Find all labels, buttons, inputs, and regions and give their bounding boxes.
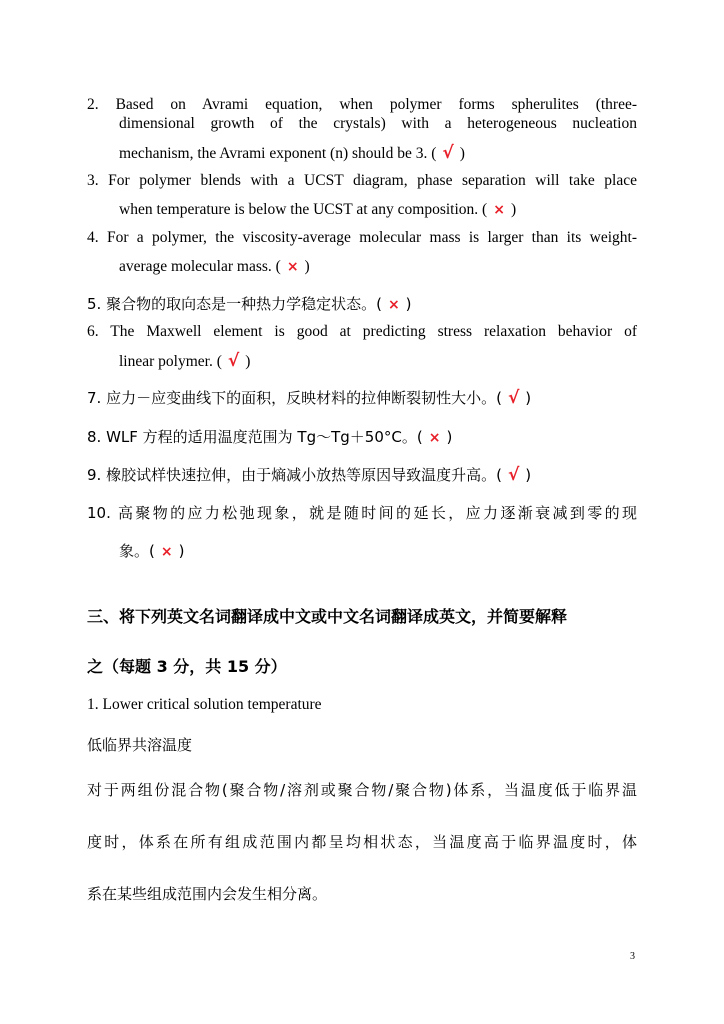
item-8-line-1 [87, 427, 637, 448]
item-2-close: ) [459, 145, 465, 162]
item-7-close: ) [525, 389, 532, 407]
question-1-term: 1. Lower critical solution temperature [87, 696, 322, 713]
item-2-line-3 [119, 143, 637, 164]
item-10-text: 象。( [119, 542, 155, 560]
item-4-text: average molecular mass. ( [119, 258, 281, 275]
question-1-explanation-line-3: 系在某些组成范围内会发生相分离。 [87, 885, 328, 903]
item-5-close: ) [405, 295, 412, 313]
item-7-line-1 [87, 388, 637, 408]
item-10-line-1: 10. 高聚物的应力松弛现象，就是随时间的延长，应力逐渐衰减到零的现 [87, 504, 637, 522]
item-6-text: linear polymer. ( [119, 353, 222, 370]
item-4-line-1: 4. For a polymer, the viscosity-average molecular mass is larger than its weight- [87, 229, 637, 246]
check-mark-icon: √ [442, 143, 454, 163]
item-5-line-1 [87, 294, 637, 315]
item-9-close: ) [525, 466, 532, 484]
item-6-line-2 [119, 351, 637, 372]
page-number: 3 [630, 951, 635, 962]
check-mark-icon: √ [227, 351, 240, 371]
item-3-line-2 [119, 200, 637, 220]
item-10-line-2 [119, 541, 637, 562]
item-9-line-1 [87, 465, 637, 485]
item-6-line-1: 6. The Maxwell element is good at predicting stress relaxation behavior of [87, 323, 637, 340]
section-3-heading-line-1: 三、将下列英文名词翻译成中文或中文名词翻译成英文，并简要解释 [87, 607, 568, 626]
item-3-close: ) [510, 201, 517, 218]
cross-mark-icon: × [493, 202, 505, 218]
item-6-close: ) [245, 353, 251, 370]
check-mark-icon: √ [507, 465, 520, 485]
item-5-text: 5. 聚合物的取向态是一种热力学稳定状态。( [87, 295, 382, 313]
cross-mark-icon: × [428, 430, 441, 446]
question-1-explanation-line-2: 度时，体系在所有组成范围内都呈均相状态，当温度高于临界温度时，体 [87, 833, 637, 851]
item-2-text: mechanism, the Avrami exponent (n) should be 3. ( [119, 145, 437, 162]
check-mark-icon: √ [507, 388, 520, 408]
item-7-text: 7. 应力－应变曲线下的面积，反映材料的拉伸断裂韧性大小。( [87, 389, 502, 407]
cross-mark-icon: × [286, 259, 299, 275]
item-2-line-1: 2. Based on Avrami equation, when polymer forms spherulites (three- [87, 96, 637, 113]
item-4-line-2 [119, 257, 637, 277]
item-3-text: when temperature is below the UCST at any composition. ( [119, 201, 488, 218]
item-3-line-1: 3. For polymer blends with a UCST diagram, phase separation will take place [87, 172, 637, 189]
cross-mark-icon: × [160, 544, 173, 560]
cross-mark-icon: × [387, 297, 400, 313]
item-8-text: 8. WLF 方程的适用温度范围为 Tg～Tg＋50°C。( [87, 428, 423, 446]
section-3-heading-line-2: 之（每题 3 分，共 15 分） [87, 657, 287, 676]
item-8-close: ) [446, 428, 453, 446]
question-1-explanation-line-1: 对于两组份混合物(聚合物/溶剂或聚合物/聚合物)体系，当温度低于临界温 [87, 781, 637, 799]
item-2-line-2: dimensional growth of the crystals) with a heterogeneous nucleation [119, 115, 637, 132]
item-10-close: ) [178, 542, 185, 560]
item-4-close: ) [304, 258, 310, 275]
question-1-chinese-term: 低临界共溶温度 [87, 736, 193, 754]
item-9-text: 9. 橡胶试样快速拉伸，由于熵减小放热等原因导致温度升高。( [87, 466, 502, 484]
